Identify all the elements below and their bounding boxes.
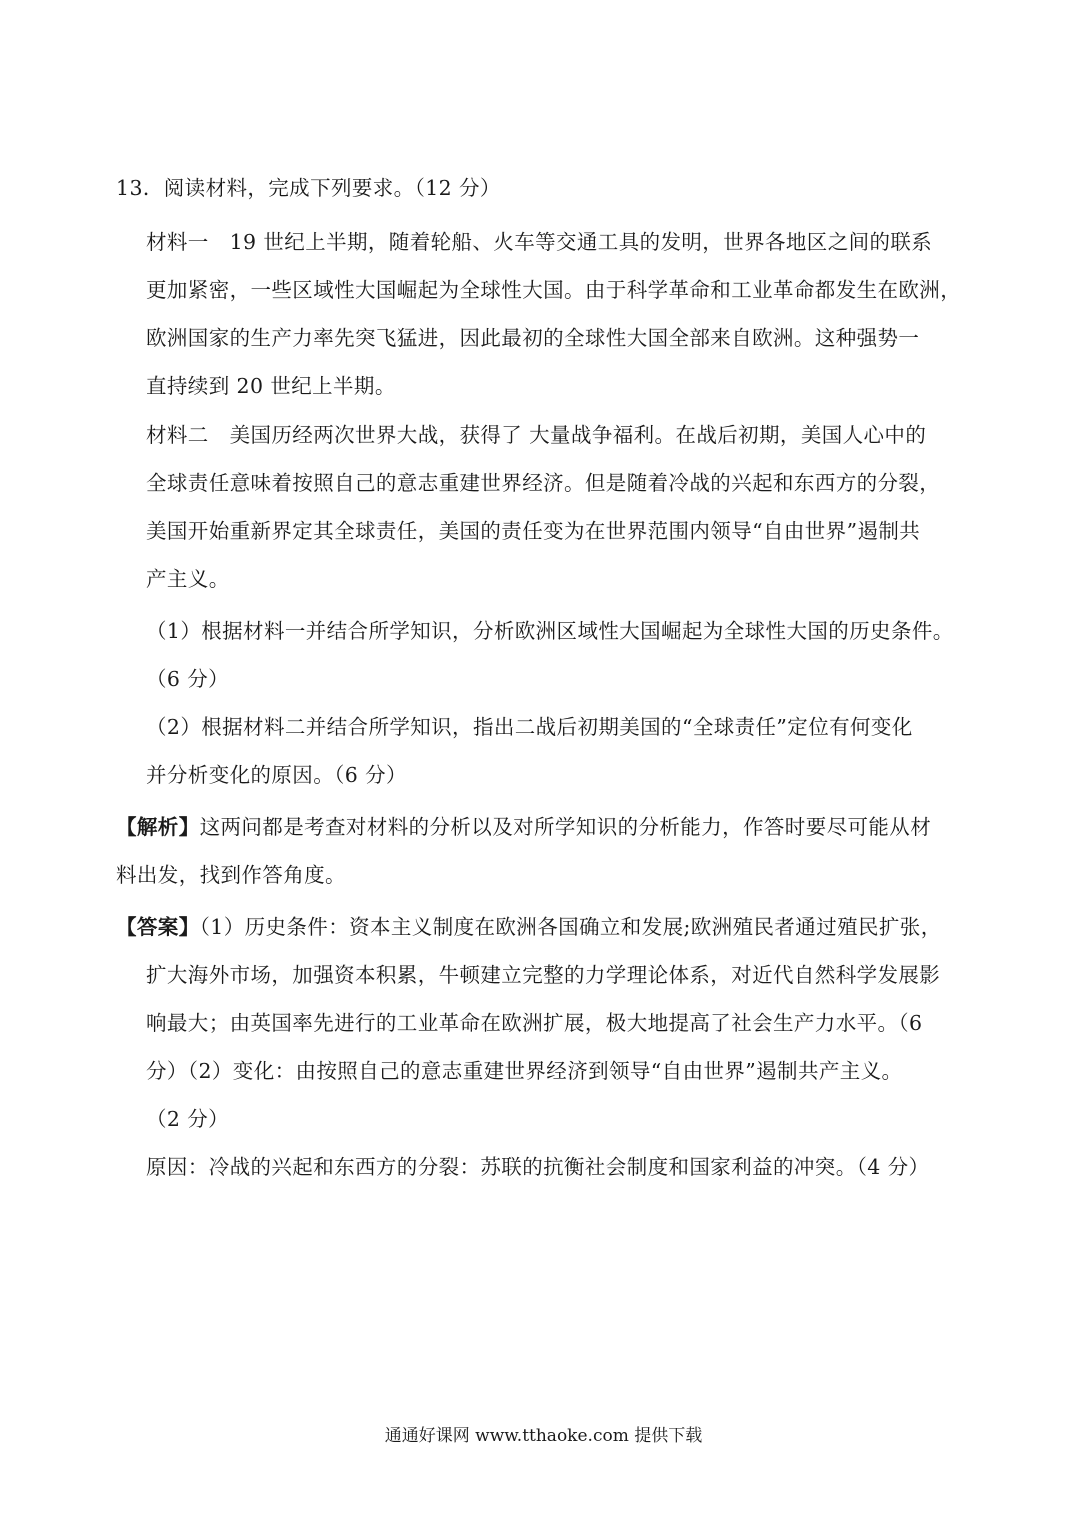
material-2-line: 材料二 美国历经两次世界大战，获得了 大量战争福利。在战后初期，美国人心中的 xyxy=(146,423,927,447)
answer-line: 分）（2）变化：由按照自己的意志重建世界经济到领导“自由世界”遏制共产主义。 xyxy=(146,1059,903,1083)
answer-line: 响最大；由英国率先进行的工业革命在欧洲扩展，极大地提高了社会生产力水平。（6 xyxy=(146,1011,923,1035)
material-1-line: 更加紧密，一些区域性大国崛起为全球性大国。由于科学革命和工业革命都发生在欧洲， xyxy=(146,278,962,302)
analysis-label: 【解析】 xyxy=(116,815,200,839)
material-2-line: 全球责任意味着按照自己的意志重建世界经济。但是随着冷战的兴起和东西方的分裂， xyxy=(146,471,941,495)
material-1-line: 直持续到 20 世纪上半期。 xyxy=(146,374,396,398)
analysis-line xyxy=(116,813,931,841)
answer-line: 原因：冷战的兴起和东西方的分裂：苏联的抗衡社会制度和国家利益的冲突。（4 分） xyxy=(146,1155,930,1179)
sub-question-2-line: （2）根据材料二并结合所学知识，指出二战后初期美国的“全球责任”定位有何变化 xyxy=(146,715,913,739)
answer-line: 扩大海外市场，加强资本积累，牛顿建立完整的力学理论体系，对近代自然科学发展影 xyxy=(146,963,941,987)
material-1-line: 材料一 19 世纪上半期，随着轮船、火车等交通工具的发明，世界各地区之间的联系 xyxy=(146,230,933,254)
page-footer: 通通好课网 www.tthaoke.com 提供下载 xyxy=(384,1426,703,1446)
answer-text: （1）历史条件：资本主义制度在欧洲各国确立和发展;欧洲殖民者通过殖民扩张， xyxy=(199,915,942,939)
answer-label: 【答案】 xyxy=(116,915,200,939)
question-header: 13．阅读材料，完成下列要求。（12 分） xyxy=(116,176,501,200)
analysis-line: 料出发，找到作答角度。 xyxy=(116,863,346,887)
sub-question-1-line: （1）根据材料一并结合所学知识，分析欧洲区域性大国崛起为全球性大国的历史条件。 xyxy=(146,619,954,643)
analysis-text: 这两问都是考查对材料的分析以及对所学知识的分析能力，作答时要尽可能从材 xyxy=(199,815,932,839)
sub-question-2-line: 并分析变化的原因。（6 分） xyxy=(146,763,407,787)
material-1-line: 欧洲国家的生产力率先突飞猛进，因此最初的全球性大国全部来自欧洲。这种强势一 xyxy=(146,326,920,350)
material-2-line: 产主义。 xyxy=(146,567,230,591)
answer-line: （2 分） xyxy=(146,1107,230,1131)
answer-line xyxy=(116,913,942,941)
material-2-line: 美国开始重新界定其全球责任，美国的责任变为在世界范围内领导“自由世界”遏制共 xyxy=(146,519,921,543)
sub-question-1-line: （6 分） xyxy=(146,667,230,691)
